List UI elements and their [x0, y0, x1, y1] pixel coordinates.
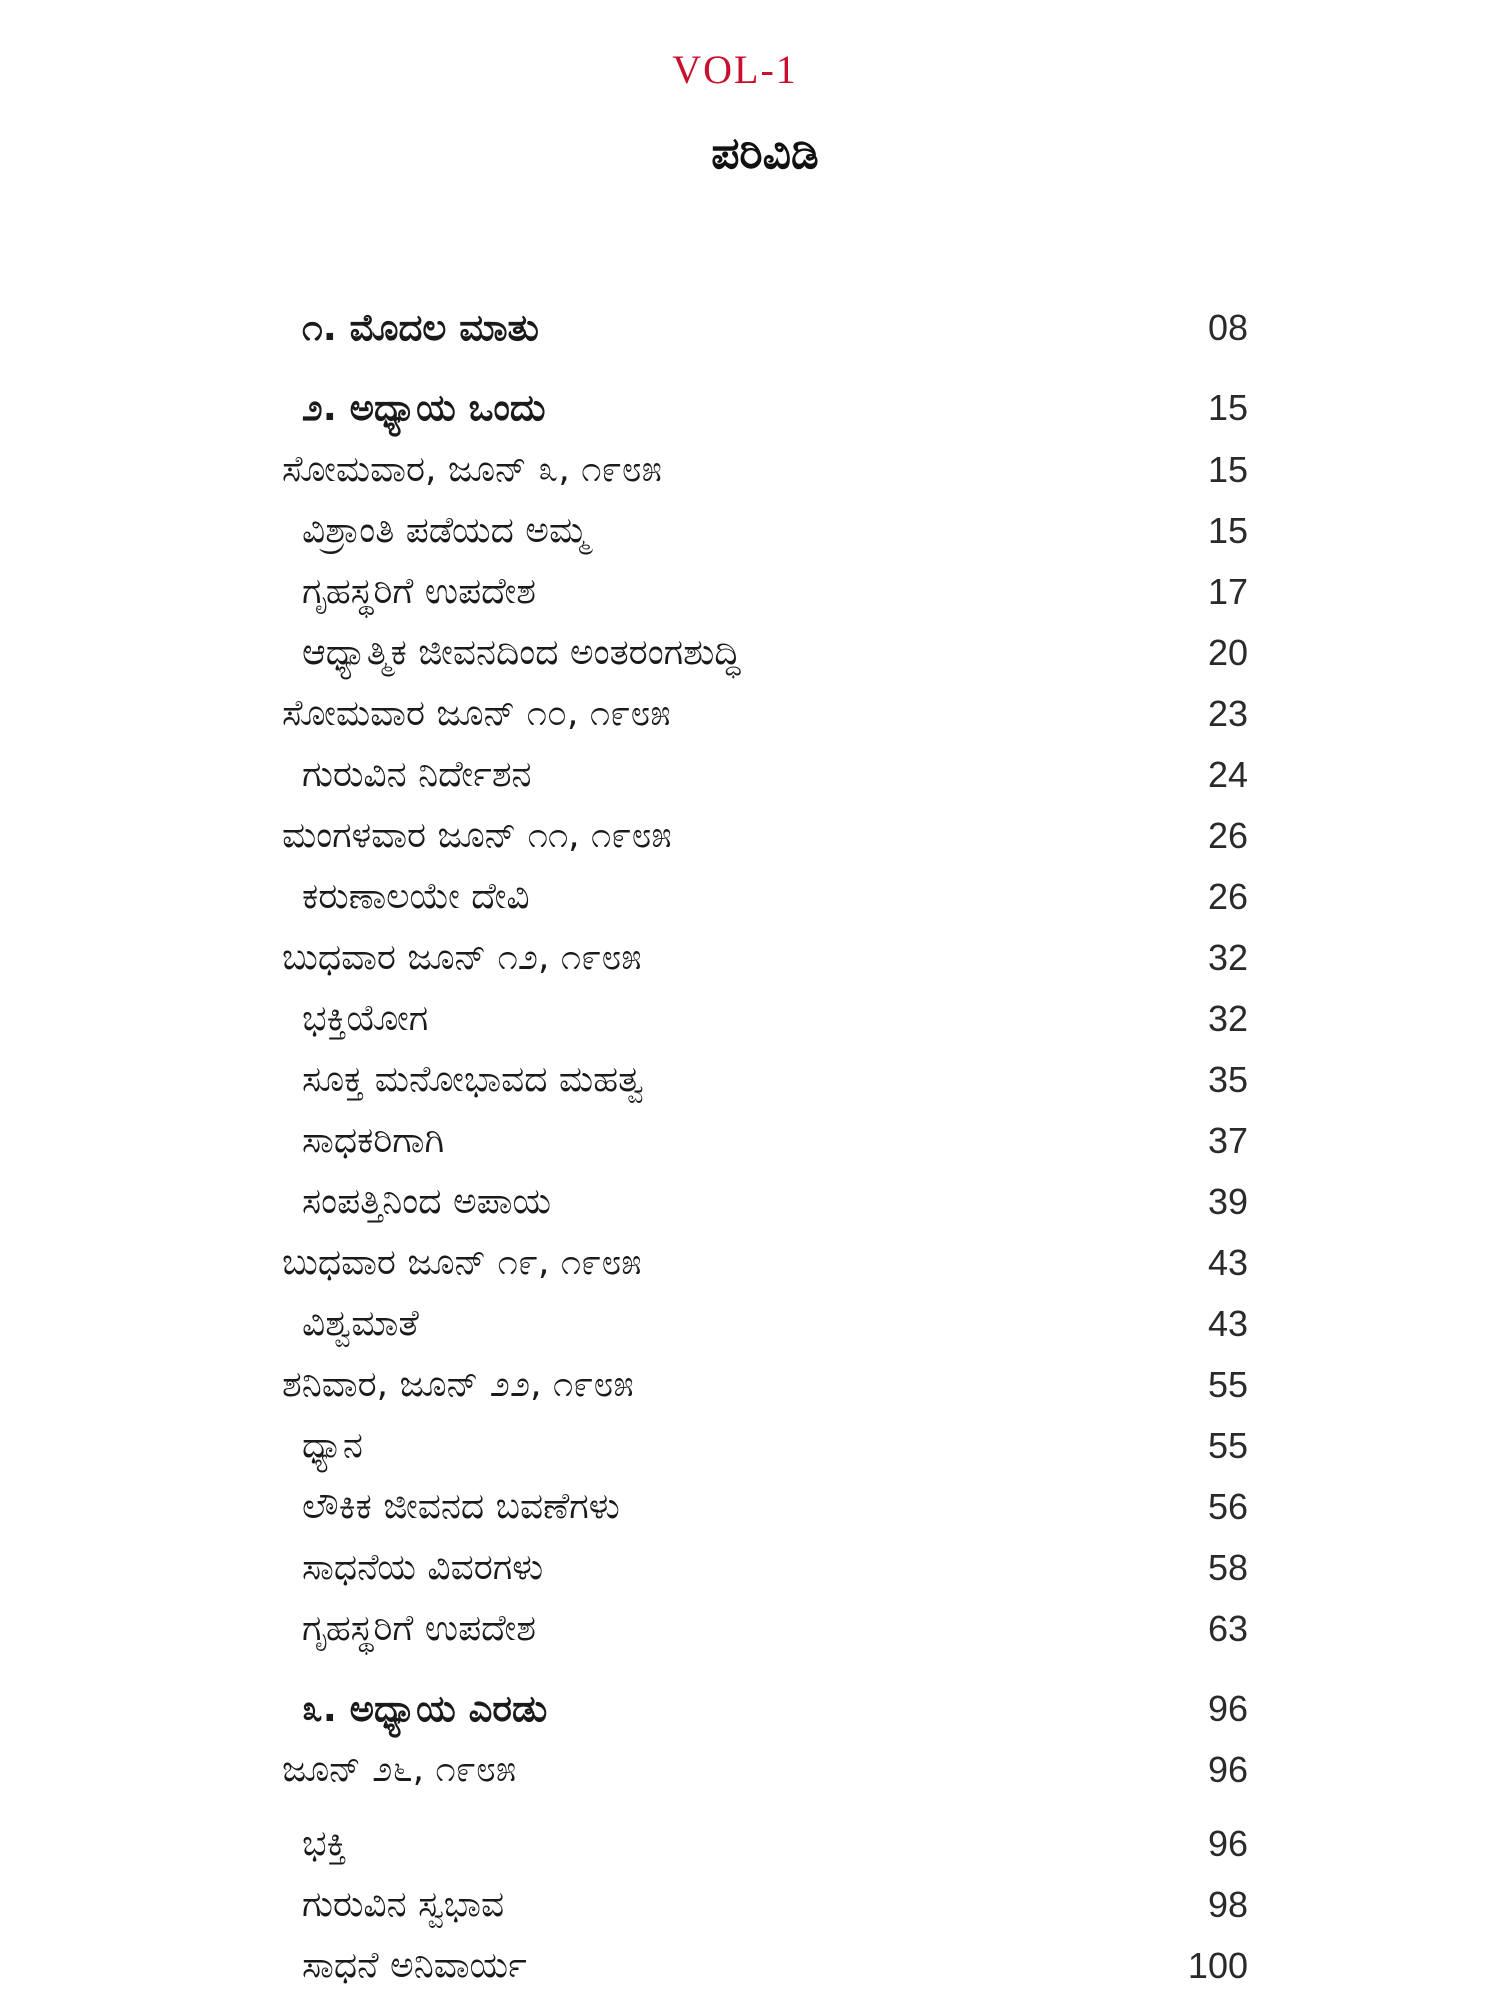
- toc-entry-page-number: 15: [1207, 449, 1248, 490]
- toc-entry-title: ಸಾಧಕರಿಗಾಗಿ: [302, 1120, 445, 1161]
- toc-entry-page-number: 20: [1207, 632, 1248, 673]
- toc-entry: [0, 442, 1500, 498]
- toc-entry-page-number: 15: [1207, 510, 1248, 551]
- toc-entry-title: ವಿಶ್ವಮಾತೆ: [302, 1303, 419, 1344]
- toc-entry-page-number: 32: [1207, 998, 1248, 1039]
- toc-entry-title: ೨. ಅಧ್ಯಾಯ ಒಂದು: [302, 386, 546, 429]
- toc-entry: [0, 625, 1500, 681]
- toc-entry-page-number: 39: [1207, 1181, 1248, 1222]
- toc-entry-title: ಸಂಪತ್ತಿನಿಂದ ಅಪಾಯ: [302, 1181, 552, 1222]
- toc-entry: [0, 1235, 1500, 1291]
- toc-entry-title: ಬುಧವಾರ ಜೂನ್ ೧೨, ೧೯೮೫: [282, 937, 642, 978]
- toc-entry-page-number: 32: [1207, 937, 1248, 978]
- toc-entry-page-number: 100: [1187, 1945, 1248, 1986]
- toc-entry-page-number: 43: [1207, 1303, 1248, 1344]
- toc-entry: [0, 1113, 1500, 1169]
- toc-entry-title: ೩. ಅಧ್ಯಾಯ ಎರಡು: [302, 1687, 548, 1730]
- toc-entry: [0, 1540, 1500, 1596]
- toc-entry-title: ಲೌಕಿಕ ಜೀವನದ ಬವಣೆಗಳು: [302, 1486, 620, 1527]
- toc-entry-title: ಸೂಕ್ತ ಮನೋಭಾವದ ಮಹತ್ವ: [302, 1059, 644, 1100]
- toc-entry: [0, 1742, 1500, 1798]
- toc-entry: [0, 1601, 1500, 1657]
- toc-entry: [0, 300, 1500, 356]
- toc-entry-page-number: 35: [1207, 1059, 1248, 1100]
- toc-entry-title: ೧. ಮೊದಲ ಮಾತು: [302, 306, 539, 349]
- toc-entry-title: ಭಕ್ತಿಯೋಗ: [302, 998, 429, 1039]
- toc-entry: [0, 869, 1500, 925]
- toc-entry: [0, 1174, 1500, 1230]
- toc-entry-title: ಮಂಗಳವಾರ ಜೂನ್ ೧೧, ೧೯೮೫: [282, 815, 672, 856]
- page-title: ಪರಿವಿಡಿ: [711, 128, 819, 179]
- toc-entry: [0, 1681, 1500, 1737]
- toc-entry-title: ಗುರುವಿನ ನಿರ್ದೇಶನ: [302, 754, 532, 795]
- toc-entry-page-number: 37: [1207, 1120, 1248, 1161]
- toc-entry-page-number: 55: [1207, 1425, 1248, 1466]
- toc-entry-title: ಕರುಣಾಲಯೇ ದೇವಿ: [302, 876, 530, 917]
- toc-entry-title: ಗುರುವಿನ ಸ್ವಭಾವ: [302, 1884, 505, 1925]
- toc-entry: [0, 1052, 1500, 1108]
- toc-entry: [0, 747, 1500, 803]
- toc-entry: [0, 1357, 1500, 1413]
- toc-entry-page-number: 56: [1207, 1486, 1248, 1527]
- toc-entry-page-number: 08: [1207, 307, 1248, 348]
- toc-entry: [0, 991, 1500, 1047]
- toc-entry-title: ಬುಧವಾರ ಜೂನ್ ೧೯, ೧೯೮೫: [282, 1242, 642, 1283]
- toc-entry: [0, 1418, 1500, 1474]
- toc-entry: [0, 686, 1500, 742]
- toc-entry-title: ಧ್ಯಾನ: [302, 1425, 363, 1466]
- toc-entry-page-number: 43: [1207, 1242, 1248, 1283]
- toc-entry-page-number: 26: [1207, 815, 1248, 856]
- toc-entry-page-number: 96: [1207, 1688, 1248, 1729]
- toc-entry: [0, 808, 1500, 864]
- toc-entry-title: ಜೂನ್ ೨೬, ೧೯೮೫: [282, 1749, 517, 1790]
- toc-entry-page-number: 24: [1207, 754, 1248, 795]
- toc-entry-page-number: 17: [1207, 571, 1248, 612]
- toc-entry-title: ಗೃಹಸ್ಥರಿಗೆ ಉಪದೇಶ: [302, 571, 536, 612]
- toc-entry-title: ಸಾಧನೆ ಅನಿವಾರ್ಯ: [302, 1945, 527, 1986]
- toc-entry-page-number: 15: [1207, 387, 1248, 428]
- toc-entry-title: ಸೋಮವಾರ ಜೂನ್ ೧೦, ೧೯೮೫: [282, 693, 671, 734]
- toc-entry-title: ಸಾಧನೆಯ ವಿವರಗಳು: [302, 1547, 544, 1588]
- toc-entry: [0, 1938, 1500, 1994]
- toc-entry: [0, 380, 1500, 436]
- toc-entry: [0, 1877, 1500, 1933]
- toc-entry: [0, 1296, 1500, 1352]
- toc-entry-page-number: 96: [1207, 1823, 1248, 1864]
- toc-entry: [0, 930, 1500, 986]
- toc-entry-title: ಸೋಮವಾರ, ಜೂನ್ ೩, ೧೯೮೫: [282, 449, 662, 490]
- toc-entry-page-number: 26: [1207, 876, 1248, 917]
- toc-entry-title: ಶನಿವಾರ, ಜೂನ್ ೨೨, ೧೯೮೫: [282, 1364, 634, 1405]
- volume-label: VOL-1: [672, 47, 798, 92]
- toc-entry-page-number: 58: [1207, 1547, 1248, 1588]
- toc-entry: [0, 503, 1500, 559]
- toc-entry-title: ವಿಶ್ರಾಂತಿ ಪಡೆಯದ ಅಮ್ಮ: [302, 510, 589, 551]
- toc-entry-title: ಭಕ್ತಿ: [302, 1823, 347, 1864]
- toc-entry-page-number: 98: [1207, 1884, 1248, 1925]
- toc-entry-title: ಗೃಹಸ್ಥರಿಗೆ ಉಪದೇಶ: [302, 1608, 536, 1649]
- toc-entry: [0, 1816, 1500, 1872]
- toc-entry-page-number: 63: [1207, 1608, 1248, 1649]
- toc-entry: [0, 1479, 1500, 1535]
- toc-entry-page-number: 23: [1207, 693, 1248, 734]
- toc-entry-title: ಆಧ್ಯಾತ್ಮಿಕ ಜೀವನದಿಂದ ಅಂತರಂಗಶುದ್ಧಿ: [302, 632, 741, 673]
- toc-entry-page-number: 96: [1207, 1749, 1248, 1790]
- toc-entry-page-number: 55: [1207, 1364, 1248, 1405]
- toc-entry: [0, 564, 1500, 620]
